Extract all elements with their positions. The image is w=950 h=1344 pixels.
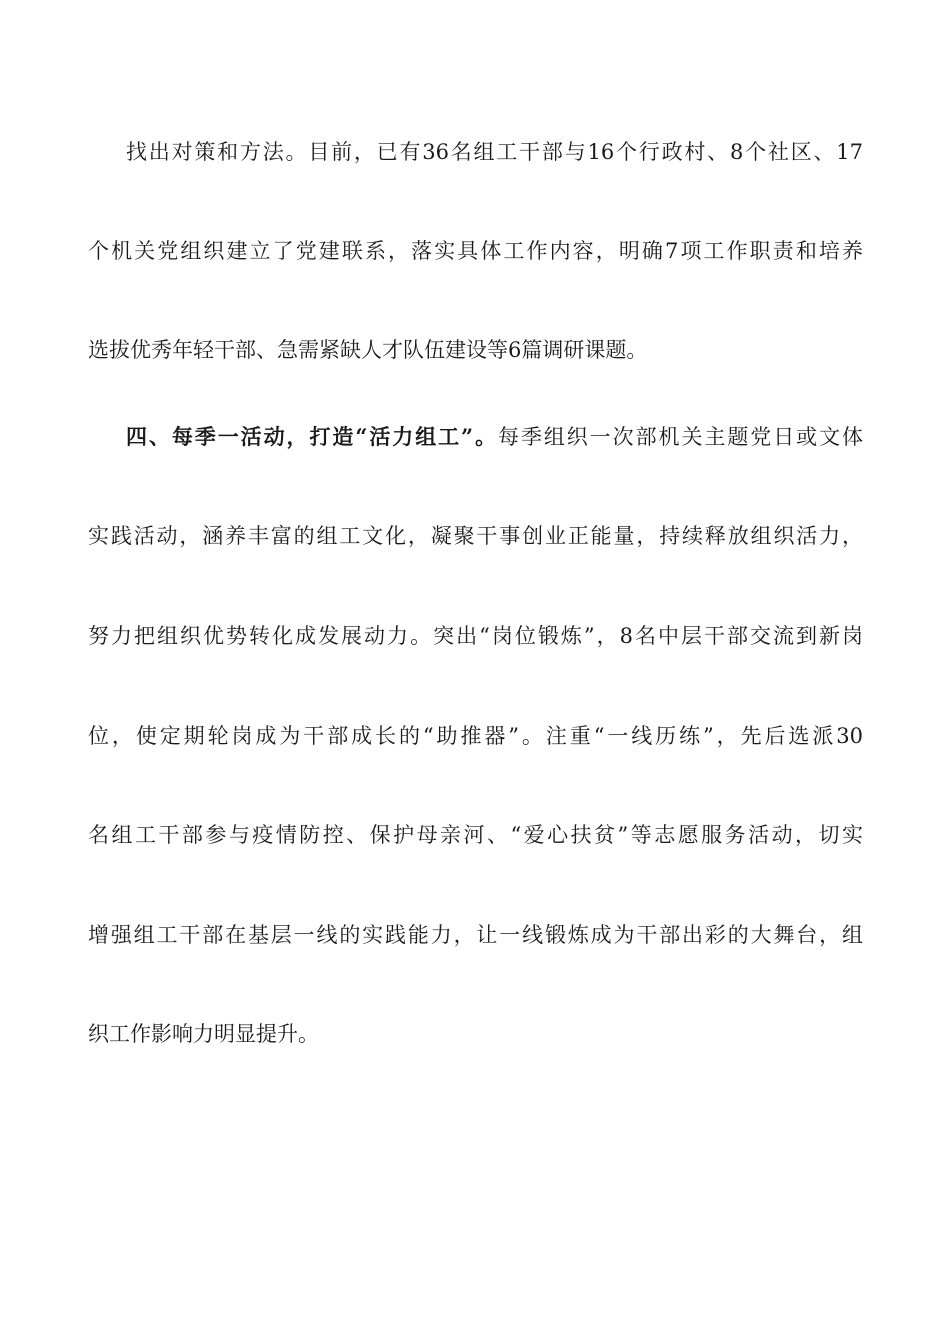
- paragraph-2-line-1: [88, 422, 863, 452]
- paragraph-2-line-6: 增强组工干部在基层一线的实践能力，让一线锻炼成为干部出彩的大舞台，组: [88, 923, 863, 947]
- paragraph-1-line-3: 选拔优秀年轻干部、急需紧缺人才队伍建设等6篇调研课题。: [88, 338, 648, 362]
- paragraph-2-line-4: 位，使定期轮岗成为干部成长的“助推器”。注重“一线历练”，先后选派30: [88, 724, 863, 748]
- paragraph-2-line-5: 名组工干部参与疫情防控、保护母亲河、“爱心扶贫”等志愿服务活动，切实: [88, 823, 863, 847]
- paragraph-2-line-2: 实践活动，涵养丰富的组工文化，凝聚干事创业正能量，持续释放组织活力，: [88, 524, 863, 548]
- paragraph-2-line-3: 努力把组织优势转化成发展动力。突出“岗位锻炼”，8名中层干部交流到新岗: [88, 624, 863, 648]
- paragraph-1-line-1: 找出对策和方法。目前，已有36名组工干部与16个行政村、8个社区、17: [126, 140, 863, 164]
- paragraph-2-line-7: 织工作影响力明显提升。: [88, 1022, 319, 1046]
- paragraph-2-line-1-rest: 每季组织一次部机关主题党日或文体: [498, 425, 863, 449]
- paragraph-1-line-2: 个机关党组织建立了党建联系，落实具体工作内容，明确7项工作职责和培养: [88, 239, 863, 263]
- section-heading: 四、每季一活动，打造“活力组工”。: [126, 424, 499, 449]
